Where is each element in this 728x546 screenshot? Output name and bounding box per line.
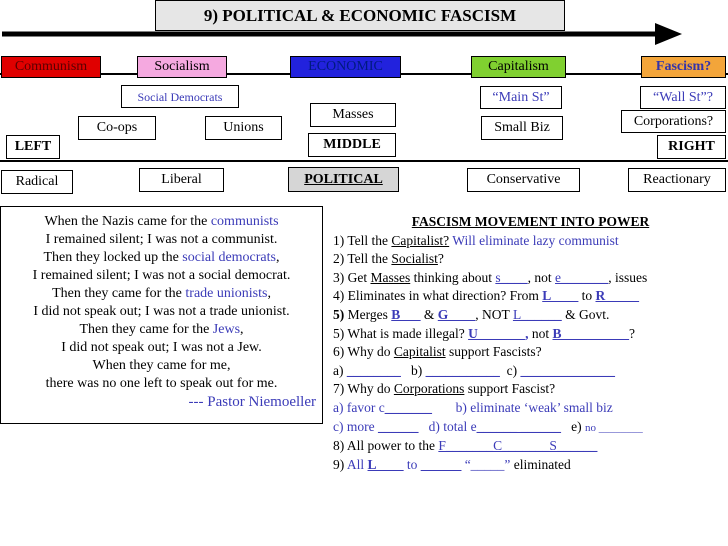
poem-line: I remained silent; I was not a social democrat. [32, 268, 291, 283]
social-democrats-box: Social Democrats [121, 85, 239, 108]
band-line-mid [0, 160, 728, 162]
masses-box: Masses [310, 103, 396, 127]
political-box: POLITICAL [288, 167, 399, 192]
niemoeller-poem [0, 206, 323, 424]
conservative-box: Conservative [467, 168, 580, 192]
small-biz-box: Small Biz [481, 116, 563, 140]
worksheet-line: 3) Get Masses thinking about s____, not e_______, issues [333, 269, 648, 285]
left-label: LEFT [6, 135, 60, 159]
poem-line: Then they came for the trade unionists, [52, 286, 271, 301]
worksheet-line: 7) Why do Corporations support Fascist? [333, 381, 556, 397]
worksheet-line: c) more ______ d) total e______ ______ e) no ________ [333, 418, 643, 434]
poem-line: When the Nazis came for the communists [44, 214, 279, 229]
socialism-box: Socialism [137, 56, 227, 78]
poem-line: Then they locked up the social democrats, [43, 250, 280, 265]
communism-box: Communism [1, 56, 101, 78]
worksheet-line: 8) All power to the F_______C_______S______ [333, 438, 598, 454]
coops-box: Co-ops [78, 116, 156, 140]
worksheet-line: 9) All L____ to ______ “_____” eliminated [333, 456, 571, 472]
liberal-box: Liberal [139, 168, 224, 192]
middle-label: MIDDLE [308, 133, 396, 157]
poem-line: there was no one left to speak out for me. [45, 376, 278, 391]
poem-line: I remained silent; I was not a communist. [45, 232, 278, 247]
poem-line: Then they came for the Jews, [79, 322, 244, 337]
reactionary-box: Reactionary [628, 168, 726, 192]
worksheet-line: a) favor c_______ b) eliminate ‘weak’ small biz [333, 399, 613, 415]
worksheet-line: 5) What is made illegal? U_______, not B__________? [333, 325, 635, 341]
poem-line: When they came for me, [92, 358, 231, 373]
capitalism-box: Capitalism [471, 56, 566, 78]
worksheet-line: 4) Eliminates in what direction? From L____ to R_____ [333, 288, 639, 304]
page-title: 9) POLITICAL & ECONOMIC FASCISM [155, 0, 565, 31]
movement-heading: FASCISM MOVEMENT INTO POWER [411, 214, 650, 229]
poem-line: I did not speak out; I was not a Jew. [61, 340, 262, 355]
main-st-box: “Main St” [480, 86, 562, 109]
worksheet-line: a) ________ b) ___________ c) ______________ [333, 362, 615, 378]
fascism-box: Fascism? [641, 56, 726, 78]
right-label: RIGHT [657, 135, 726, 159]
poem-author: --- Pastor Niemoeller [188, 394, 316, 410]
worksheet-line: 6) Why do Capitalist support Fascists? [333, 344, 542, 360]
arrow-right-icon [0, 20, 728, 50]
radical-box: Radical [1, 170, 73, 194]
worksheet-line: 1) Tell the Capitalist? Will eliminate lazy communist [333, 232, 619, 248]
economic-box: ECONOMIC [290, 56, 401, 78]
wall-st-box: “Wall St”? [640, 86, 726, 109]
worksheet-line: 5) Merges B___ & G____, NOT L______ & Govt. [333, 306, 610, 322]
fascism-movement-worksheet [333, 213, 728, 474]
poem-line: I did not speak out; I was not a trade unionist. [33, 304, 290, 319]
worksheet-line: 2) Tell the Socialist? [333, 251, 444, 267]
corporations-box: Corporations? [621, 110, 726, 133]
unions-box: Unions [205, 116, 282, 140]
